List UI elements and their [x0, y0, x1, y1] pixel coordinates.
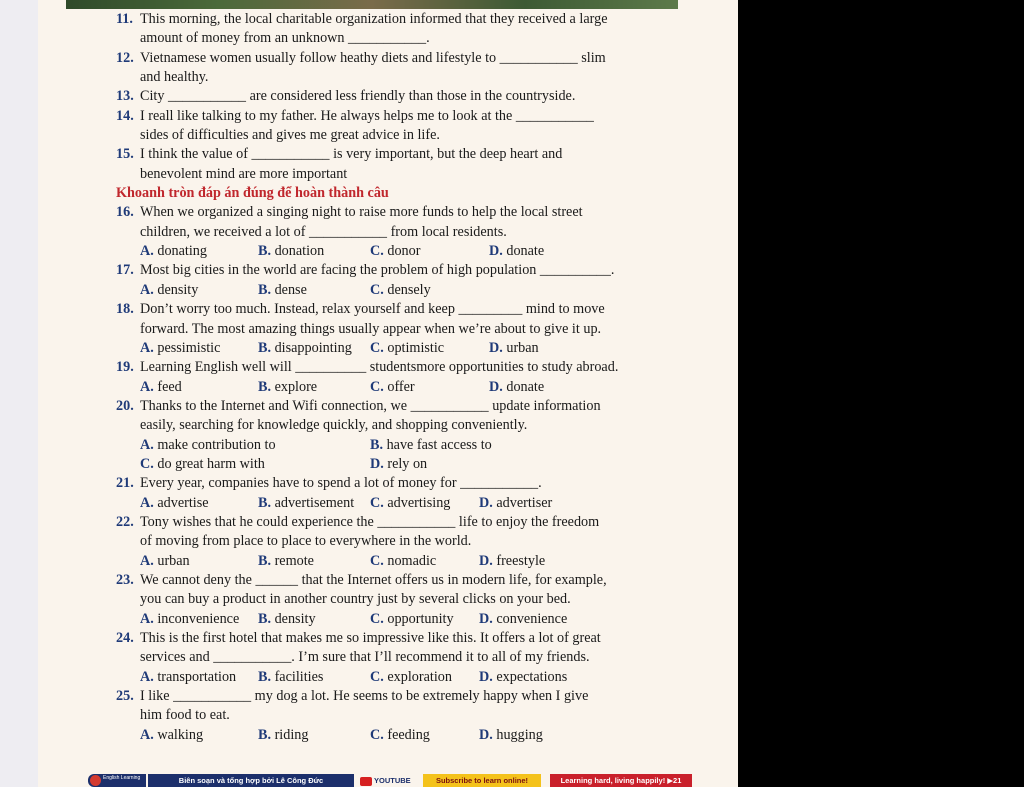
option-letter: D. — [479, 552, 493, 569]
question-text: This morning, the local charitable organization informed that they received a large — [140, 11, 608, 27]
question-line — [116, 706, 676, 725]
logo-text: English Learning — [103, 775, 141, 781]
option-letter: C. — [370, 378, 384, 395]
question-text: sides of difficulties and gives me great advice in life. — [140, 127, 440, 144]
answer-option: C. exploration — [370, 668, 452, 685]
question-text: services and ___________. I’m sure that I’ll recommend it to all of my friends. — [140, 649, 590, 666]
option-letter: D. — [489, 339, 503, 356]
question-text: benevolent mind are more important — [140, 165, 348, 182]
option-letter: B. — [258, 281, 272, 298]
answer-option: C. do great harm with — [140, 455, 265, 472]
answer-option: C. advertising — [370, 494, 451, 511]
footer-subscribe: Subscribe to learn online! — [423, 774, 541, 787]
question-text: When we organized a singing night to raise more funds to help the local street — [140, 204, 583, 221]
answer-option: A. walking — [140, 726, 204, 743]
question-number: 22. — [116, 513, 134, 530]
answer-option: B. have fast access to — [370, 436, 492, 453]
options-row — [116, 726, 676, 745]
option-letter: B. — [370, 436, 384, 453]
options-row — [116, 494, 676, 513]
question-number: 18. — [116, 301, 134, 318]
question-line — [116, 203, 676, 222]
question-line — [116, 10, 676, 29]
youtube-label: YOUTUBE — [374, 776, 411, 785]
options-row — [116, 339, 676, 358]
answer-option: B. dense — [258, 281, 307, 298]
question-line — [116, 145, 676, 164]
question-line — [116, 165, 676, 184]
option-letter: C. — [370, 726, 384, 743]
option-letter: A. — [140, 436, 154, 453]
option-letter: A. — [140, 281, 154, 298]
question-text: children, we received a lot of ___________ from local residents. — [140, 223, 507, 240]
answer-option: D. hugging — [479, 726, 543, 743]
question-text: forward. The most amazing things usually appear when we’re about to give it up. — [140, 320, 602, 337]
globe-icon — [90, 775, 101, 786]
answer-option: C. nomadic — [370, 552, 437, 569]
question-line — [116, 87, 676, 106]
answer-option: A. urban — [140, 552, 190, 569]
question-number: 24. — [116, 630, 134, 646]
answer-option: A. make contribution to — [140, 436, 276, 453]
answer-option: B. disappointing — [258, 339, 352, 356]
document-page — [38, 0, 738, 787]
options-row — [116, 378, 676, 397]
option-letter: A. — [140, 378, 154, 395]
option-letter: C. — [370, 243, 384, 260]
answer-option: D. urban — [489, 339, 539, 356]
options-row — [116, 668, 676, 687]
section-heading: Khoanh tròn đáp án đúng để hoàn thành câu — [116, 185, 389, 202]
option-letter: C. — [370, 552, 384, 569]
option-letter: A. — [140, 494, 154, 511]
answer-option: D. rely on — [370, 455, 428, 472]
answer-option: D. freestyle — [479, 552, 546, 569]
question-line — [116, 416, 676, 435]
question-line — [116, 126, 676, 145]
answer-option: A. pessimistic — [140, 339, 221, 356]
answer-option: B. advertisement — [258, 494, 355, 511]
question-number: 16. — [116, 204, 134, 221]
answer-option: C. densely — [370, 281, 431, 298]
options-row — [116, 281, 676, 300]
question-number: 20. — [116, 397, 134, 414]
question-line — [116, 648, 676, 667]
answer-option: C. opportunity — [370, 610, 454, 627]
answer-option: C. optimistic — [370, 339, 445, 356]
option-letter: D. — [479, 668, 493, 685]
question-text: you can buy a product in another country just by several clicks on your bed. — [140, 591, 571, 608]
question-line — [116, 571, 676, 590]
answer-option: B. facilities — [258, 668, 324, 685]
question-number: 14. — [116, 107, 134, 124]
options-row — [116, 455, 676, 474]
question-number: 12. — [116, 49, 134, 66]
option-letter: D. — [479, 494, 493, 511]
option-letter: B. — [258, 668, 272, 685]
options-row — [116, 610, 676, 629]
answer-option: A. inconvenience — [140, 610, 240, 627]
question-text: easily, searching for knowledge quickly, and shopping conveniently. — [140, 417, 528, 434]
question-text: I reall like talking to my father. He always helps me to look at the ___________ — [140, 107, 594, 124]
question-number: 25. — [116, 688, 134, 705]
question-line — [116, 513, 676, 532]
question-text: This is the first hotel that makes me so impressive like this. It offers a lot of great — [140, 630, 601, 646]
option-letter: D. — [370, 455, 384, 472]
answer-option: B. density — [258, 610, 316, 627]
question-line — [116, 358, 676, 377]
question-text: Tony wishes that he could experience the ___________ life to enjoy the freedom — [140, 513, 600, 530]
option-letter: B. — [258, 339, 272, 356]
footer-logo — [88, 774, 146, 787]
question-number: 19. — [116, 359, 134, 376]
option-letter: A. — [140, 668, 154, 685]
youtube-icon — [360, 777, 372, 786]
footer-youtube — [360, 774, 420, 787]
option-letter: B. — [258, 552, 272, 569]
option-letter: C. — [370, 339, 384, 356]
question-line — [116, 49, 676, 68]
question-line — [116, 629, 676, 648]
option-letter: A. — [140, 339, 154, 356]
question-line — [116, 29, 676, 48]
question-text: amount of money from an unknown ___________. — [140, 30, 430, 47]
question-text: Every year, companies have to spend a lot of money for ___________. — [140, 475, 542, 492]
question-text: Don’t worry too much. Instead, relax yourself and keep _________ mind to move — [140, 301, 605, 318]
question-text: Learning English well will __________ studentsmore opportunities to study abroad. — [140, 359, 619, 376]
question-line — [116, 590, 676, 609]
question-line — [116, 320, 676, 339]
option-letter: C. — [370, 494, 384, 511]
question-number: 11. — [116, 11, 133, 27]
option-letter: B. — [258, 243, 272, 260]
answer-option: B. donation — [258, 243, 325, 260]
option-letter: B. — [258, 726, 272, 743]
option-letter: A. — [140, 610, 154, 627]
question-text: Vietnamese women usually follow heathy diets and lifestyle to ___________ slim — [140, 49, 606, 66]
option-letter: B. — [258, 494, 272, 511]
answer-option: C. feeding — [370, 726, 430, 743]
answer-option: B. remote — [258, 552, 314, 569]
option-letter: C. — [370, 668, 384, 685]
question-text: Thanks to the Internet and Wifi connection, we ___________ update information — [140, 397, 601, 414]
question-text: Most big cities in the world are facing the problem of high population __________. — [140, 262, 615, 279]
question-line — [116, 532, 676, 551]
exercise-content — [116, 10, 676, 745]
answer-option: D. expectations — [479, 668, 568, 685]
answer-option: D. convenience — [479, 610, 568, 627]
question-line — [116, 68, 676, 87]
question-number: 13. — [116, 88, 134, 105]
viewer-margin — [0, 0, 38, 787]
option-letter: A. — [140, 243, 154, 260]
options-row — [116, 242, 676, 261]
option-letter: B. — [258, 378, 272, 395]
question-text: and healthy. — [140, 69, 209, 86]
option-letter: A. — [140, 552, 154, 569]
answer-option: A. density — [140, 281, 199, 298]
answer-option: B. explore — [258, 378, 318, 395]
footer-author: Biên soạn và tổng hợp bởi Lê Công Đức — [148, 774, 354, 787]
option-letter: C. — [370, 281, 384, 298]
footer-motto: Learning hard, living happily! ▶21 — [550, 774, 692, 787]
option-letter: C. — [370, 610, 384, 627]
question-number: 15. — [116, 146, 134, 163]
question-text: him food to eat. — [140, 707, 230, 724]
option-letter: B. — [258, 610, 272, 627]
option-letter: A. — [140, 726, 154, 743]
header-photo — [66, 0, 678, 9]
question-line — [116, 300, 676, 319]
answer-option: A. feed — [140, 378, 182, 395]
answer-option: D. donate — [489, 378, 545, 395]
question-number: 21. — [116, 475, 134, 492]
question-text: I like ___________ my dog a lot. He seems to be extremely happy when I give — [140, 688, 589, 705]
answer-option: D. donate — [489, 243, 545, 260]
answer-option: A. donating — [140, 243, 207, 260]
option-letter: D. — [479, 726, 493, 743]
question-text: of moving from place to place to everywhere in the world. — [140, 533, 472, 550]
question-number: 23. — [116, 571, 134, 588]
options-row — [116, 436, 676, 455]
question-line — [116, 687, 676, 706]
option-letter: C. — [140, 455, 154, 472]
question-line — [116, 223, 676, 242]
answer-option: C. offer — [370, 378, 415, 395]
question-line — [116, 397, 676, 416]
question-text: I think the value of ___________ is very important, but the deep heart and — [140, 146, 563, 163]
answer-option: D. advertiser — [479, 494, 553, 511]
question-line — [116, 261, 676, 280]
page-footer — [88, 773, 708, 787]
option-letter: D. — [489, 243, 503, 260]
question-line — [116, 107, 676, 126]
option-letter: D. — [489, 378, 503, 395]
question-number: 17. — [116, 262, 134, 279]
question-text: We cannot deny the ______ that the Internet offers us in modern life, for example, — [140, 571, 607, 588]
answer-option: C. donor — [370, 243, 421, 260]
question-text: City ___________ are considered less friendly than those in the countryside. — [140, 88, 576, 105]
answer-option: A. advertise — [140, 494, 209, 511]
answer-option: A. transportation — [140, 668, 237, 685]
answer-option: B. riding — [258, 726, 309, 743]
option-letter: D. — [479, 610, 493, 627]
question-line — [116, 474, 676, 493]
options-row — [116, 552, 676, 571]
